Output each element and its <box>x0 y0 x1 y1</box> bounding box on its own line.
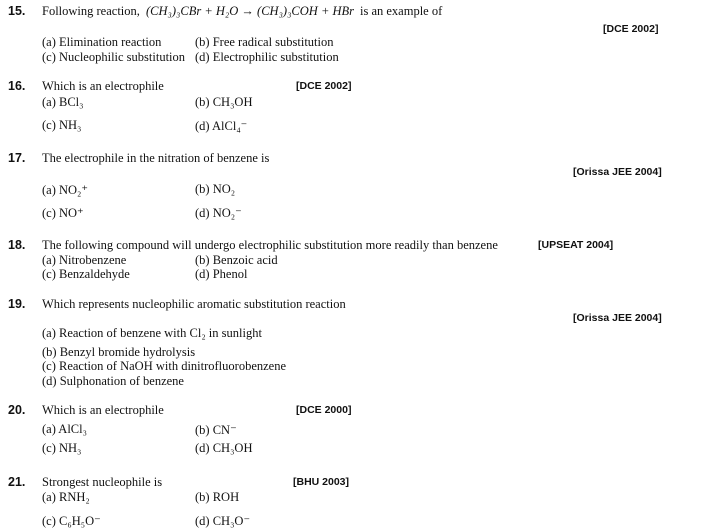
question-stem-start: Following reaction, <box>42 4 140 18</box>
source-tag: [DCE 2002] <box>603 23 659 35</box>
question-number: 17. <box>8 151 26 165</box>
option-a: (a) BCl₃ <box>42 95 84 109</box>
question-stem: Which is an electrophile <box>42 403 164 417</box>
option-a: (a) Reaction of benzene with Cl₂ in sunlight <box>42 326 262 340</box>
question-number: 18. <box>8 238 26 252</box>
option-d: (d) NO₂⁻ <box>195 206 242 220</box>
question-number: 15. <box>8 4 26 18</box>
question-stem: Which is an electrophile <box>42 79 164 93</box>
option-d: (d) CH₃OH <box>195 441 253 455</box>
option-b: (b) CN⁻ <box>195 423 237 437</box>
option-c: (c) Benzaldehyde <box>42 267 130 281</box>
source-tag: [DCE 2002] <box>296 80 352 92</box>
question-number: 16. <box>8 79 26 93</box>
question-stem: The electrophile in the nitration of benzene is <box>42 151 270 165</box>
option-a: (a) AlCl₃ <box>42 422 87 436</box>
question-stem: Strongest nucleophile is <box>42 475 163 489</box>
option-c: (c) Nucleophilic substitution <box>42 50 186 64</box>
option-b: (b) NO₂ <box>195 182 236 196</box>
source-tag: [BHU 2003] <box>293 476 350 488</box>
source-tag: [Orissa JEE 2004] <box>573 166 662 178</box>
option-b: (b) CH₃OH <box>195 95 253 109</box>
question-number: 21. <box>8 475 26 489</box>
option-b: (b) Benzoic acid <box>195 253 278 267</box>
option-c: (c) NO⁺ <box>42 206 84 220</box>
question-stem: The following compound will undergo electrophilic substitution more readily than benzene <box>42 238 498 252</box>
option-b: (b) ROH <box>195 490 240 504</box>
option-b: (b) Free radical substitution <box>195 35 334 49</box>
option-c: (c) NH₃ <box>42 118 82 132</box>
option-d: (d) Sulphonation of benzene <box>42 374 184 388</box>
option-b: (b) Benzyl bromide hydrolysis <box>42 345 196 359</box>
option-c: (c) Reaction of NaOH with dinitrofluorobenzene <box>42 359 287 373</box>
option-d: (d) Electrophilic substitution <box>195 50 339 64</box>
option-c: (c) C₆H₅O⁻ <box>42 514 101 528</box>
source-tag: [DCE 2000] <box>296 404 352 416</box>
option-c: (c) NH₃ <box>42 441 82 455</box>
question-stem: Which represents nucleophilic aromatic substitution reaction <box>42 297 346 311</box>
option-a: (a) NO₂⁺ <box>42 183 89 197</box>
option-a: (a) Elimination reaction <box>42 35 162 49</box>
reaction-formula: (CH₃)₃CBr + H₂O → (CH₃)₃COH + HBr <box>146 4 355 18</box>
question-number: 20. <box>8 403 26 417</box>
question-stem-end: is an example of <box>360 4 443 18</box>
source-tag: [Orissa JEE 2004] <box>573 312 662 324</box>
option-d: (d) Phenol <box>195 267 248 281</box>
option-d: (d) CH₃O⁻ <box>195 514 251 528</box>
source-tag: [UPSEAT 2004] <box>538 239 614 251</box>
option-a: (a) Nitrobenzene <box>42 253 127 267</box>
question-number: 19. <box>8 297 26 311</box>
option-a: (a) RNH₂ <box>42 490 90 504</box>
option-d: (d) AlCl₄⁻ <box>195 119 248 133</box>
